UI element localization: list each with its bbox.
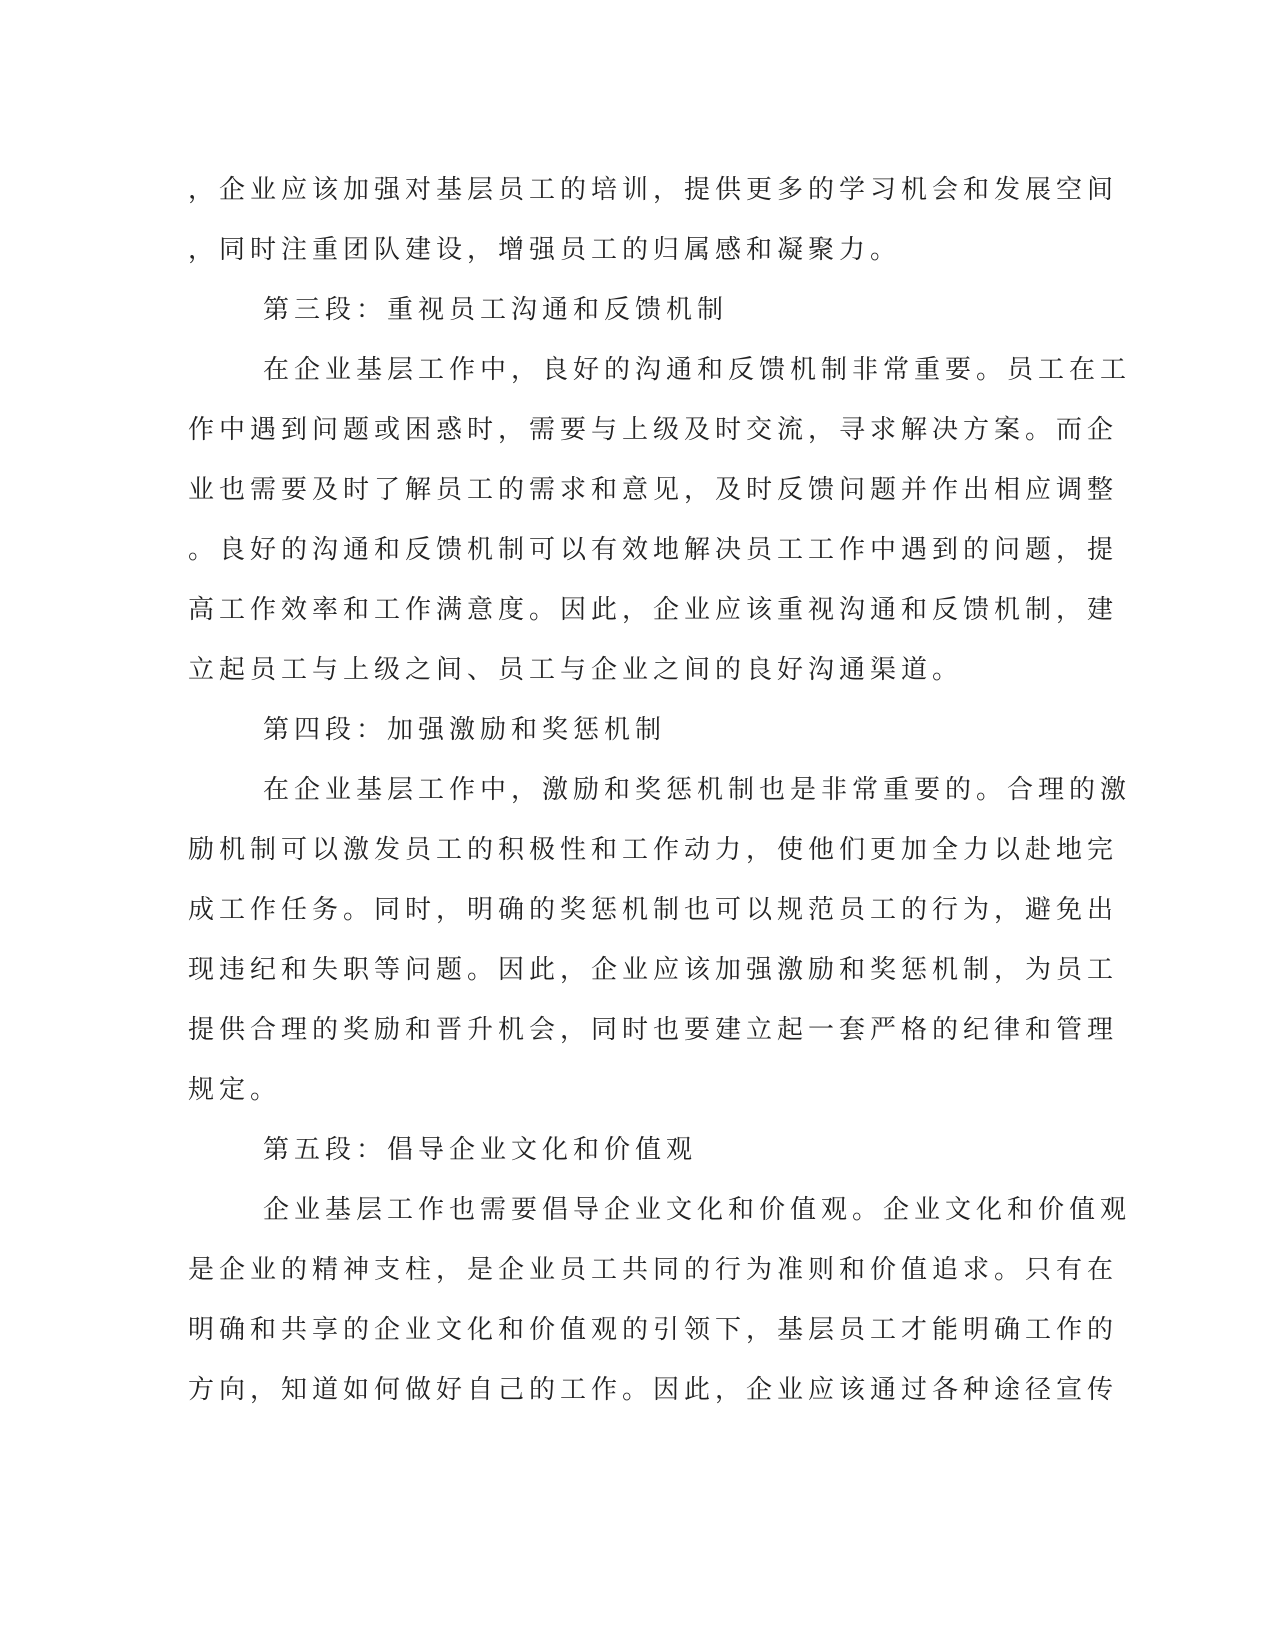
text-line: 在企业基层工作中，良好的沟通和反馈机制非常重要。员工在工 [263,355,1132,385]
text-line: ，同时注重团队建设，增强员工的归属感和凝聚力。 [188,235,902,265]
text-line: 励机制可以激发员工的积极性和工作动力，使他们更加全力以赴地完 [188,835,1119,865]
text-line: 现违纪和失职等问题。因此，企业应该加强激励和奖惩机制，为员工 [188,955,1119,985]
text-line: 企业基层工作也需要倡导企业文化和价值观。企业文化和价值观 [263,1195,1132,1225]
section-heading-3: 第三段：重视员工沟通和反馈机制 [263,295,729,325]
text-line: 是企业的精神支柱，是企业员工共同的行为准则和价值追求。只有在 [188,1255,1119,1285]
text-line: 立起员工与上级之间、员工与企业之间的良好沟通渠道。 [188,655,964,685]
text-line: ，企业应该加强对基层员工的培训，提供更多的学习机会和发展空间 [188,175,1119,205]
text-line: 高工作效率和工作满意度。因此，企业应该重视沟通和反馈机制，建 [188,595,1119,625]
text-line: 在企业基层工作中，激励和奖惩机制也是非常重要的。合理的激 [263,775,1132,805]
text-line: 作中遇到问题或困惑时，需要与上级及时交流，寻求解决方案。而企 [188,415,1119,445]
text-line: 提供合理的奖励和晋升机会，同时也要建立起一套严格的纪律和管理 [188,1015,1119,1045]
text-line: 明确和共享的企业文化和价值观的引领下，基层员工才能明确工作的 [188,1315,1119,1345]
text-line: 业也需要及时了解员工的需求和意见，及时反馈问题并作出相应调整 [188,475,1119,505]
section-heading-5: 第五段：倡导企业文化和价值观 [263,1135,698,1165]
text-line: 规定。 [188,1075,282,1105]
text-line: 。良好的沟通和反馈机制可以有效地解决员工工作中遇到的问题，提 [188,535,1119,565]
text-line: 成工作任务。同时，明确的奖惩机制也可以规范员工的行为，避免出 [188,895,1119,925]
text-line: 方向，知道如何做好自己的工作。因此，企业应该通过各种途径宣传 [188,1375,1119,1405]
body-text [188,160,1132,1420]
section-heading-4: 第四段：加强激励和奖惩机制 [263,715,667,745]
